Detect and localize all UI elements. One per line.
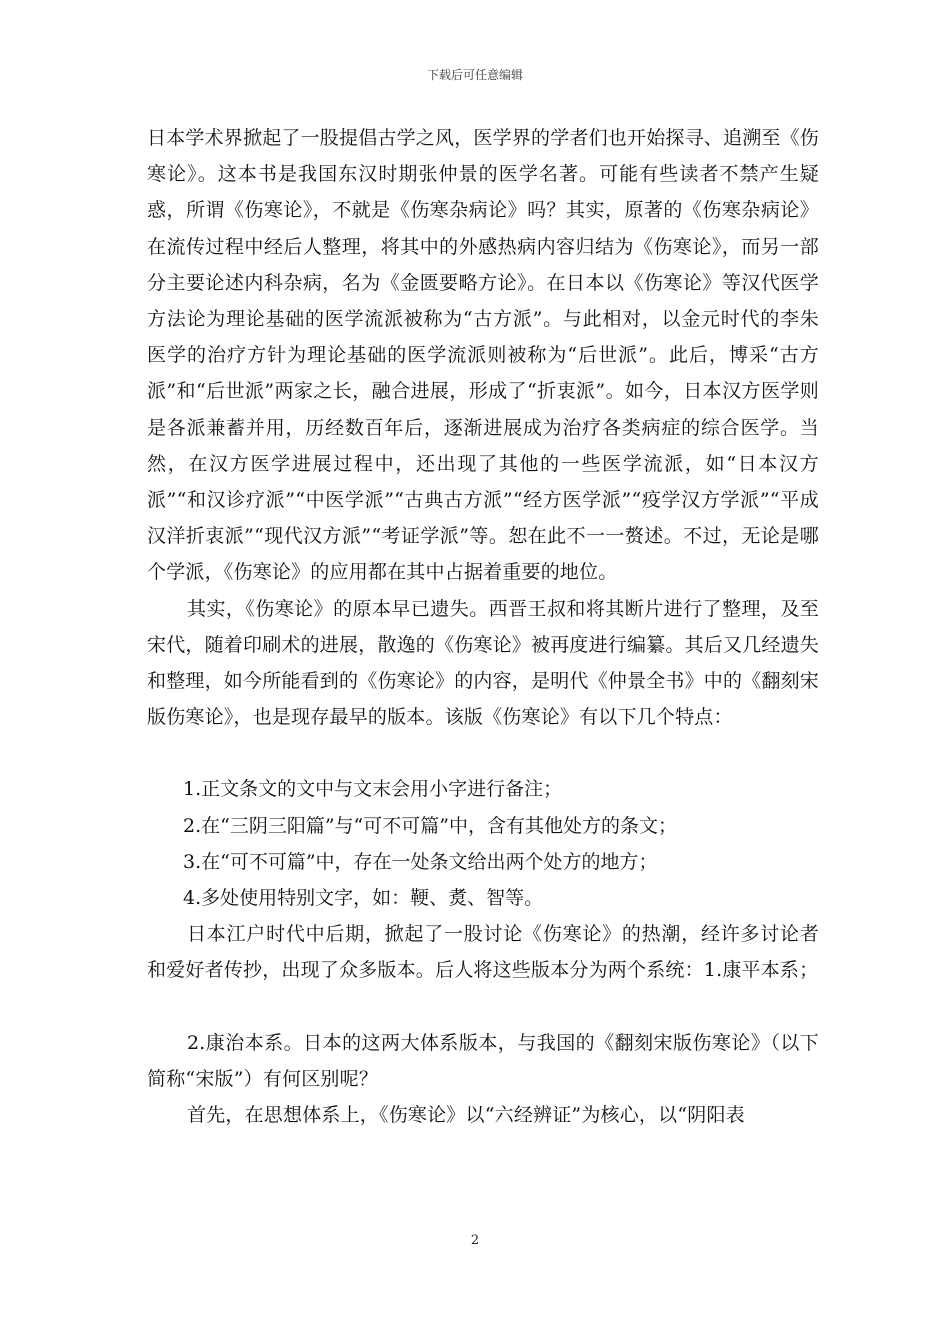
list-item: 3.在“可不可篇”中，存在一处条文给出两个处方的地方； [183, 850, 658, 873]
page-number: 2 [470, 1233, 480, 1248]
paragraph-2: 其实，《伤寒论》的原本早已遗失。西晋王叔和将其断片进行了整理，及至宋代，随着印刷术的进展，散逸的《伤寒论》被再度进行编纂。其后又几经遗失和整理，如今所能看到的《伤寒论》的内容，是明代《仲景全书》中的《翻刻宋版伤寒论》，也是现存最早的版本。该版《伤寒论》有以下几个特点： [147, 597, 820, 729]
paragraph-3: 日本江户时代中后期，掀起了一股讨论《伤寒论》的热潮，经许多讨论者和爱好者传抄，出现了众多版本。后人将这些版本分为两个系统：1.康平本系； [147, 923, 819, 982]
list-item: 2.在“三阴三阳篇”与“可不可篇”中，含有其他处方的条文； [183, 814, 677, 837]
paragraph-5: 首先，在思想体系上，《伤寒论》以“六经辨证”为核心，以“阴阳表 [187, 1104, 745, 1127]
document-body [147, 120, 819, 1133]
paragraph-1: 日本学术界掀起了一股提倡古学之风，医学界的学者们也开始探寻、追溯至《伤寒论》。这本书是我国东汉时期张仲景的医学名著。可能有些读者不禁产生疑惑，所谓《伤寒论》，不就是《伤寒杂病论》吗？其实，原著的《伤寒杂病论》在流传过程中经后人整理，将其中的外感热病内容归结为《伤寒论》，而另一部分主要论述内科杂病，名为《金匮要略方论》。在日本以《伤寒论》等汉代医学方法论为理论基础的医学流派被称为“古方派”。与此相对，以金元时代的李朱医学的治疗方针为理论基础的医学流派则被称为“后世派”。此后，博采“古方派”和“后世派”两家之长，融合进展，形成了“折衷派”。如今，日本汉方医学则是各派兼蓄并用，历经数百年后，逐渐进展成为治疗各类病症的综合医学。当然，在汉方医学进展过程中，还出现了其他的一些医学流派，如“日本汉方派”“和汉诊疗派”“中医学派”“古典古方派”“经方医学派”“疫学汉方学派”“平成汉洋折衷派”“现代汉方派”“考证学派”等。恕在此不一一赘述。不过，无论是哪个学派，《伤寒论》的应用都在其中占据着重要的地位。 [147, 127, 820, 584]
list-item: 4.多处使用特别文字，如：鞕、煑、智等。 [183, 887, 544, 910]
feature-list [147, 771, 819, 916]
page-header: 下载后可任意编辑 [426, 68, 523, 82]
list-item: 1.正文条文的文中与文末会用小字进行备注； [183, 778, 563, 801]
paragraph-4: 2.康治本系。日本的这两大体系版本，与我国的《翻刻宋版伤寒论》（以下简称“宋版”）有何区别呢？ [147, 1031, 819, 1090]
